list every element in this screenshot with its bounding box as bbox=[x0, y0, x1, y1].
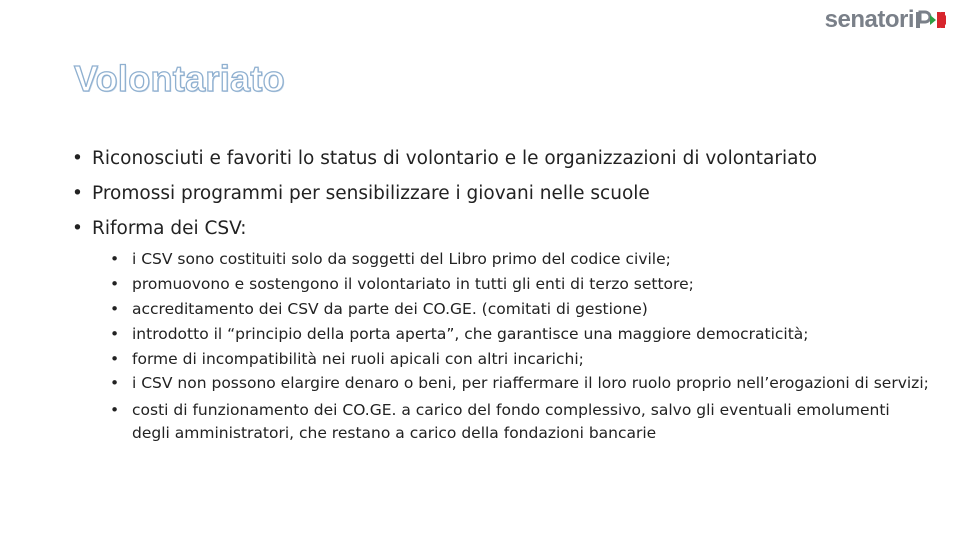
sub-bullet-item: • promuovono e sostengono il volontariato in tutti gli enti di terzo settore; bbox=[92, 272, 932, 297]
senatori-pd-logo bbox=[825, 6, 946, 34]
bullet-item: • Riconosciuti e favoriti lo status di volontario e le organizzazioni di volontariato bbox=[72, 146, 932, 171]
sub-bullet-list bbox=[92, 247, 932, 445]
bullet-item bbox=[72, 216, 932, 445]
main-bullet-list bbox=[72, 146, 932, 445]
sub-bullet-item: • forme di incompatibilità nei ruoli apicali con altri incarichi; bbox=[92, 347, 932, 372]
sub-bullet-item: • introdotto il “principio della porta aperta”, che garantisce una maggiore democraticità; bbox=[92, 322, 932, 347]
bullet-text: Riforma dei CSV: bbox=[92, 218, 247, 239]
slide-content bbox=[72, 146, 932, 449]
bullet-item: • Promossi programmi per sensibilizzare i giovani nelle scuole bbox=[72, 181, 932, 206]
logo-wordmark: senatori bbox=[824, 6, 914, 33]
sub-bullet-item: • costi di funzionamento dei CO.GE. a carico del fondo complessivo, salvo gli eventuali emolumenti degli amministratori, che restano a carico della fondazioni bancarie bbox=[92, 399, 932, 445]
pd-logo-icon bbox=[916, 9, 946, 31]
sub-bullet-item: • i CSV non possono elargire denaro o beni, per riaffermare il loro ruolo proprio nell’erogazioni di servizi; bbox=[92, 372, 932, 395]
sub-bullet-item: • accreditamento dei CSV da parte dei CO.GE. (comitati di gestione) bbox=[92, 297, 932, 322]
sub-bullet-item: • i CSV sono costituiti solo da soggetti del Libro primo del codice civile; bbox=[92, 247, 932, 272]
slide-title: Volontariato bbox=[74, 58, 285, 99]
